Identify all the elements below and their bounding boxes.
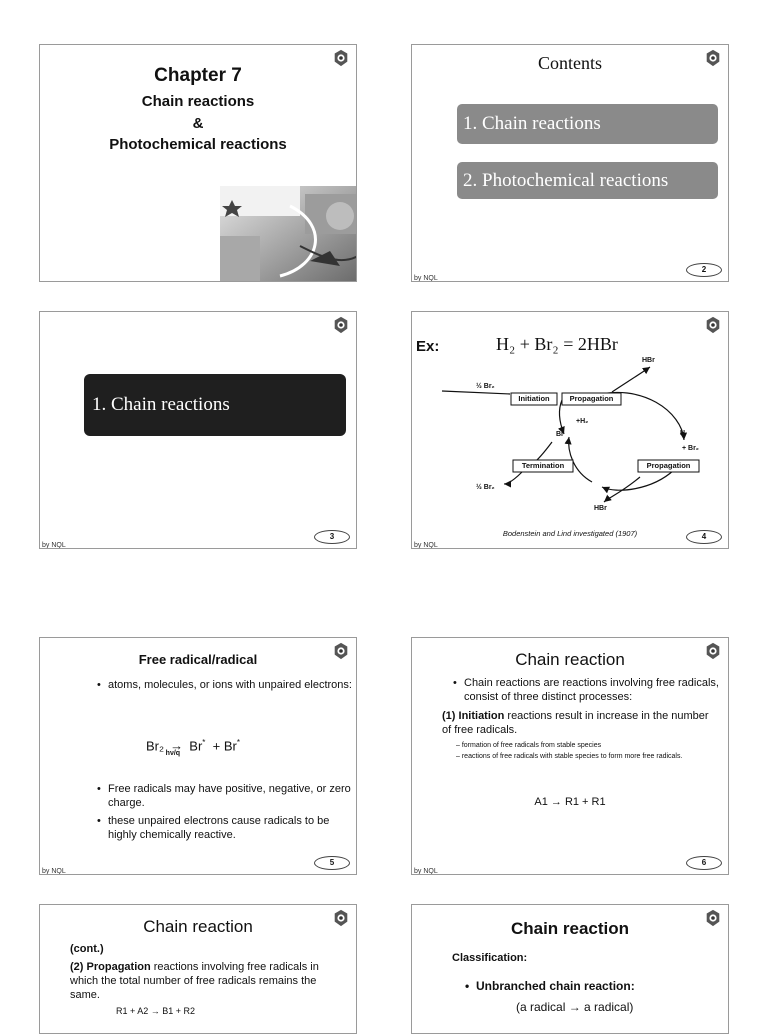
university-logo-icon: [332, 316, 350, 334]
slide-title: Chapter 7: [154, 65, 242, 86]
sub-item: – formation of free radicals from stable species: [456, 742, 602, 749]
cont-label: (cont.): [70, 943, 104, 955]
plus-h2-label: +H₂: [576, 418, 589, 425]
initiation-text: reactions result in increase in the number of free radicals.: [442, 710, 709, 736]
slide-6[interactable]: [411, 637, 729, 875]
eq-product-2: + Br: [212, 738, 237, 754]
bullet-list: [452, 676, 726, 704]
hbr-bottom-label: HBr: [594, 505, 607, 512]
bullet-list-bottom: [96, 782, 354, 842]
sub-item-text: formation of free radicals from stable species: [461, 742, 602, 749]
slide-5[interactable]: [39, 637, 357, 875]
slide-title: Chain reaction: [515, 650, 625, 669]
bullet-item: • Unbranched chain reaction:: [476, 979, 726, 993]
bullet-list-top: [96, 678, 354, 692]
page-number: 6: [686, 856, 722, 870]
slide-subtitle-1: Chain reactions: [141, 93, 255, 110]
sub-item: – reactions of free radicals with stable species to form more free radicals.: [456, 753, 683, 760]
decorative-collage-image: [220, 186, 357, 282]
termination-box: Termination: [521, 461, 565, 470]
unbranched-description: (a radical → a radical): [516, 1000, 634, 1014]
footer-author: by NQL: [42, 542, 66, 549]
eq-condition: hν/q: [165, 750, 181, 758]
slide-8[interactable]: [411, 904, 729, 1034]
page-number: 3: [314, 530, 350, 544]
footer-author: by NQL: [414, 275, 438, 282]
initiation-term: Initiation: [458, 710, 505, 722]
footer-author: by NQL: [414, 542, 438, 549]
propagation-box-right: Propagation: [646, 461, 691, 470]
slide-title: Chain reaction: [510, 919, 630, 938]
eq-dot: *: [202, 738, 206, 747]
slide-subtitle-2: &: [192, 115, 204, 132]
half-br2-bottom-label: ½ Br₂: [476, 484, 495, 491]
page-number: 4: [686, 530, 722, 544]
propagation-equation: R1 + A2 → B1 + R2: [116, 1006, 196, 1016]
page-number: 2: [686, 263, 722, 277]
eq-dot: *: [236, 738, 240, 747]
propagation-box-top: Propagation: [569, 394, 614, 403]
footer-author: by NQL: [42, 868, 66, 875]
eq-reactant: Br₂: [146, 738, 165, 754]
propagation-text: reactions involving free radicals in which the total number of free radicals remains the same.: [70, 961, 319, 1001]
eq-product-1: Br: [189, 738, 203, 754]
bullet-item: • Free radicals may have positive, negative, or zero charge.: [108, 782, 354, 810]
radical-equation: [146, 738, 240, 758]
footer-author: by NQL: [414, 868, 438, 875]
slide-2[interactable]: [411, 44, 729, 282]
slide-title: Contents: [537, 53, 602, 73]
initiation-paragraph: [442, 709, 720, 737]
half-br2-top-label: ½ Br₂: [476, 383, 495, 390]
initiation-equation: A1 → R1 + R1: [534, 796, 606, 808]
h-radical-label: H: [680, 430, 686, 437]
slide-title: Free radical/radical: [138, 652, 258, 667]
example-label: Ex:: [416, 338, 440, 355]
slide-7[interactable]: [39, 904, 357, 1034]
classification-label: Classification:: [452, 952, 528, 964]
contents-item-photochemical-reactions[interactable]: 2. Photochemical reactions: [457, 162, 718, 199]
bullet-item: • these unpaired electrons cause radicals to be highly chemically reactive.: [108, 814, 354, 842]
slide-4[interactable]: [411, 311, 729, 549]
br-radical-label: Br: [556, 431, 564, 438]
hbr-top-label: HBr: [642, 357, 655, 364]
page-number: 5: [314, 856, 350, 870]
sub-item-text: reactions of free radicals with stable species to form more free radicals.: [461, 753, 683, 760]
slide-1[interactable]: [39, 44, 357, 282]
slide-title: Chain reaction: [143, 917, 253, 936]
section-heading: 1. Chain reactions: [84, 374, 346, 436]
propagation-term: Propagation: [86, 961, 151, 973]
diagram-caption: Bodenstein and Lind investigated (1907): [502, 529, 638, 538]
bullet-item: • Chain reactions are reactions involving free radicals, consist of three distinct processes:: [464, 676, 726, 704]
initiation-number: (1): [442, 710, 456, 722]
slide-subtitle-3: Photochemical reactions: [109, 136, 287, 153]
propagation-paragraph: [70, 960, 342, 1002]
initiation-box: Initiation: [518, 394, 550, 403]
plus-br2-label: + Br₂: [682, 445, 699, 452]
reaction-equation: H₂ + Br₂ = 2HBr: [496, 334, 618, 354]
bullet-item: • atoms, molecules, or ions with unpaired electrons:: [108, 678, 354, 692]
contents-item-chain-reactions[interactable]: 1. Chain reactions: [457, 104, 718, 144]
eq-arrow-icon: → hν/q: [165, 738, 184, 758]
slide-3[interactable]: [39, 311, 357, 549]
bullet-list: [464, 979, 726, 993]
propagation-number: (2): [70, 961, 84, 973]
